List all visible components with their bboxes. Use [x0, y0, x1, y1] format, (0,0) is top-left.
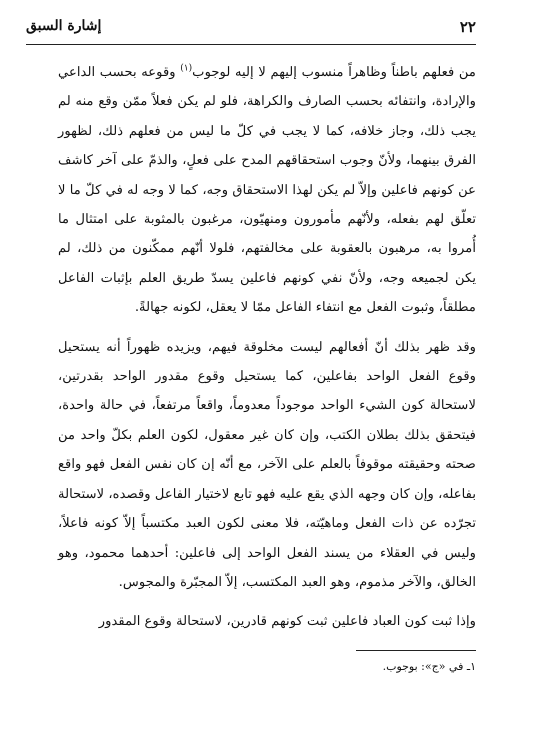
- paragraph-3: وإذا ثبت كون العباد فاعلين ثبت كونهم قادرين، لاستحالة وقوع المقدور: [98, 614, 476, 630]
- footnote: ١ـ في «ج»: بوجوب.: [382, 660, 476, 673]
- running-title: إشارة السبق: [26, 18, 102, 34]
- paragraph-1: [58, 58, 476, 323]
- paragraph-1-start: من فعلهم باطناً وظاهراً منسوب إليهم لا إليه لوجوب: [192, 65, 476, 80]
- paragraph-2: وقد ظهر بذلك أنّ أفعالهم ليست مخلوقة فيهم، ويزيده ظهوراً أنه يستحيل وقوع الفعل الواحد بفاعلين، كما يستحيل وقوع مقدور الواحد بقدرتين، لاستحالة كون الشيء الواحد موجوداً معدوماً، واقعاً مرتفعاً، في حالة واحدة، فيتحقق بذلك بطلان الكتب، وإن كان غير معقول، لكون العلم بكلّ واحد من صحته وحقيقته موقوفاً بالعلم على الآخر، مع أنّه إن كان نفس الفعل فهو واقع بفاعله، وإن كان وجهه الذي يقع عليه فهو تابع لاختيار الفاعل وقصده، لاستحالة تجرّده عن ذات الفعل وماهيّته، فلا معنى لكون العبد مكتسباً إلاّ كونه فاعلاً، وليس في العقلاء من يسند الفعل الواحد إلى فاعلين: أحدهما محمود، وهو الخالق، والآخر مذموم، وهو العبد المكتسب، إلاّ المجبّرة والمجوس.: [58, 339, 476, 590]
- header-divider: [26, 44, 476, 45]
- running-header: [26, 18, 476, 42]
- page-number: ٢٢: [459, 18, 476, 36]
- paragraph-1-continuation: وقوعه بحسب الداعي والإرادة، وانتفائه بحسب الصارف والكراهة، فلو لم يكن فعلاً ممّن وقع منه لم يجب ذلك، وجاز خلافه، كما لا يجب في كلّ ما ليس من فعلهم ذلك، لظهور الفرق بينهما، ولأنّ وجوب استحقاقهم المدح على فعلٍ، والذمّ على آخر كاشف عن كونهم فاعلين وإلاّ لم يكن لهذا الاستحقاق وجه، كما لا وجه له في كلّ ما لا تعلّق لهم بفعله، ولأنّهم مأمورون ومنهيّون، مرغبون بالمثوبة على امتثال ما أُمروا به، مرهبون بالعقوبة على مخالفتهم، فلولا أنّهم ممكّنون من ذلك، لم يكن لجميعه وجه، ولأنّ نفي كونهم فاعلين يسدّ طريق العلم بإثبات الفاعل مطلقاً، وثبوت الفعل مع انتفاء الفاعل ممّا لا يعقل، لكونه جهالةً.: [58, 65, 476, 316]
- footnote-divider: [356, 650, 476, 651]
- footnote-reference: (١): [180, 63, 193, 74]
- body-text: [58, 58, 476, 647]
